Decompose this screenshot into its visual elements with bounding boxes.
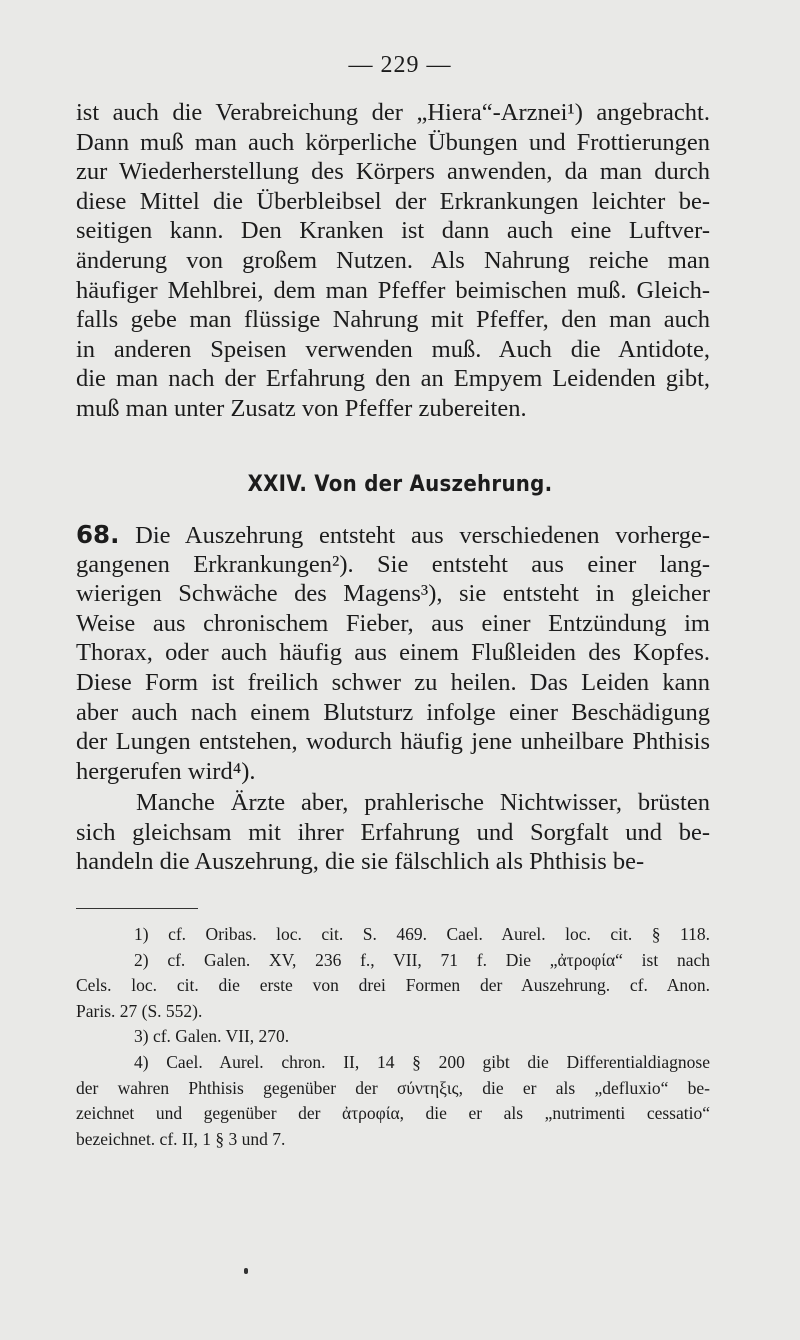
text-line: in anderen Speisen verwenden muß. Auch die Antidote, [76, 335, 710, 363]
paragraph-1 [76, 98, 710, 424]
footnotes [76, 922, 710, 1152]
text-line: Thorax, oder auch häufig aus einem Flußleiden des Kopfes. [76, 639, 710, 667]
section-heading: XXIV. Von der Auszehrung. [247, 472, 553, 497]
footnote-line: Cels. loc. cit. die erste von drei Formen der Auszehrung. cf. Anon. [76, 975, 710, 996]
text-line: änderung von großem Nutzen. Als Nahrung reiche man [76, 246, 710, 274]
text-line: Weise aus chronischem Fieber, aus einer Entzündung im [76, 609, 710, 637]
footnote-rule [76, 908, 198, 909]
text-line: Manche Ärzte aber, prahlerische Nichtwisser, brüsten [136, 789, 710, 816]
text-line: handeln die Auszehrung, die sie fälschlich als Phthisis be- [76, 848, 645, 876]
paragraph-3 [76, 788, 710, 877]
text-line: falls gebe man flüssige Nahrung mit Pfeffer, den man auch [76, 306, 710, 334]
ink-speck [244, 1268, 248, 1274]
text-line-rest: Die Auszehrung entsteht aus verschiedenen vorherge- [135, 522, 710, 549]
text-line: diese Mittel die Überbleibsel der Erkrankungen leichter be- [76, 187, 710, 215]
text-line [76, 520, 710, 550]
text-line: gangenen Erkrankungen²). Sie entsteht aus einer lang- [76, 550, 710, 578]
text-line: häufiger Mehlbrei, dem man Pfeffer beimischen muß. Gleich- [76, 276, 710, 304]
footnote-line: bezeichnet. cf. II, 1 § 3 und 7. [76, 1128, 286, 1149]
page-number: — 229 — [348, 52, 452, 78]
footnote-line: Paris. 27 (S. 552). [76, 1000, 203, 1021]
text-line: Dann muß man auch körperliche Übungen und Frottierungen [76, 128, 710, 156]
footnote-line: 3) cf. Galen. VII, 270. [134, 1026, 290, 1047]
footnote-line: 1) cf. Oribas. loc. cit. S. 469. Cael. Aurel. loc. cit. § 118. [134, 924, 710, 944]
text-line: der Lungen entstehen, wodurch häufig jene unheilbare Phthisis [76, 728, 710, 756]
text-line: ist auch die Verabreichung der „Hiera“-Arznei¹) angebracht. [76, 99, 710, 126]
footnote-line: der wahren Phthisis gegenüber der σύντηξις, die er als „defluxio“ be- [76, 1077, 710, 1098]
paragraph-2 [76, 520, 710, 786]
text-line: seitigen kann. Den Kranken ist dann auch eine Luftver- [76, 217, 710, 245]
text-line: hergerufen wird⁴). [76, 757, 256, 785]
text-line: aber auch nach einem Blutsturz infolge einer Beschädigung [76, 698, 710, 726]
section-number: 68. [76, 520, 120, 549]
text-line: sich gleichsam mit ihrer Erfahrung und Sorgfalt und be- [76, 818, 710, 846]
footnote-line: zeichnet und gegenüber der ἀτροφία, die er als „nutrimenti cessatio“ [76, 1103, 710, 1124]
footnote-line: 4) Cael. Aurel. chron. II, 14 § 200 gibt die Differentialdiagnose [134, 1051, 710, 1072]
text-line: zur Wiederherstellung des Körpers anwenden, da man durch [76, 158, 710, 186]
text-line: wierigen Schwäche des Magens³), sie entsteht in gleicher [76, 580, 710, 608]
footnote-line: 2) cf. Galen. XV, 236 f., VII, 71 f. Die „ἀτροφία“ ist nach [134, 949, 710, 970]
text-line: Diese Form ist freilich schwer zu heilen. Das Leiden kann [76, 668, 710, 696]
text-line: die man nach der Erfahrung den an Empyem Leidenden gibt, [76, 365, 710, 393]
text-line: muß man unter Zusatz von Pfeffer zubereiten. [76, 394, 527, 422]
